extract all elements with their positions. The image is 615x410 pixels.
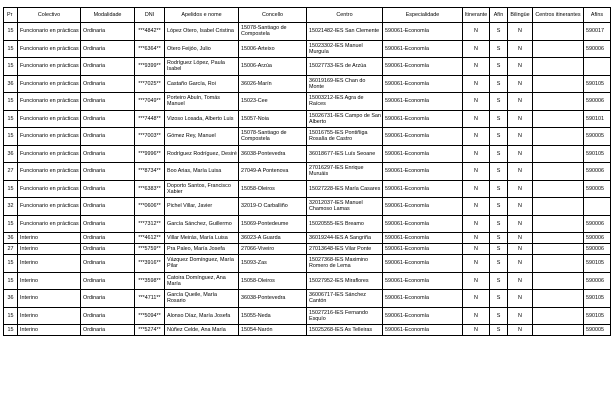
cell-modalidade: Ordinaria	[81, 233, 135, 244]
header-modalidade: Modalidade	[81, 8, 135, 23]
cell-pr: 15	[4, 307, 18, 325]
header-afins: Afíns	[584, 8, 611, 23]
cell-especialidade: 590061-Economía	[383, 325, 463, 336]
cell-concello: 15006-Arteixo	[239, 40, 307, 58]
cell-nome: García Sánchez, Guillermo	[165, 215, 239, 233]
cell-centro: 15027733-IES de Arzúa	[307, 58, 383, 76]
cell-centros-itinerantes	[533, 272, 584, 290]
table-row	[4, 325, 611, 336]
table-row	[4, 40, 611, 58]
cell-afins: 590017	[584, 23, 611, 41]
cell-dni: ***9399**	[135, 58, 165, 76]
cell-itinerante: N	[463, 180, 490, 198]
cell-bilingue: N	[508, 163, 533, 181]
table-row	[4, 272, 611, 290]
cell-especialidade: 590061-Economía	[383, 58, 463, 76]
cell-pr: 36	[4, 290, 18, 308]
cell-concello: 27066-Viveiro	[239, 244, 307, 255]
cell-concello: 36038-Pontevedra	[239, 290, 307, 308]
cell-modalidade: Ordinaria	[81, 93, 135, 111]
cell-centros-itinerantes	[533, 255, 584, 273]
cell-afin: S	[490, 198, 508, 216]
cell-itinerante: N	[463, 290, 490, 308]
cell-bilingue: N	[508, 233, 533, 244]
cell-especialidade: 590061-Economía	[383, 145, 463, 163]
cell-colectivo: Funcionario en prácticas	[18, 145, 81, 163]
cell-colectivo: Funcionario en prácticas	[18, 75, 81, 93]
cell-centro: 32012037-IES Manuel Chamoso Lamas	[307, 198, 383, 216]
cell-dni: ***7003**	[135, 128, 165, 146]
cell-afins: 590006	[584, 40, 611, 58]
cell-centro: 27016297-IES Enrique Muruáis	[307, 163, 383, 181]
cell-centro: 15026731-IES Campo de San Alberto	[307, 110, 383, 128]
table-row	[4, 180, 611, 198]
cell-colectivo: Interino	[18, 255, 81, 273]
table-row	[4, 255, 611, 273]
cell-afin: S	[490, 325, 508, 336]
cell-concello: 15057-Noia	[239, 110, 307, 128]
cell-nome: Vázquez Domínguez, María Pilar	[165, 255, 239, 273]
cell-colectivo: Funcionario en prácticas	[18, 128, 81, 146]
cell-itinerante: N	[463, 307, 490, 325]
cell-concello: 36038-Pontevedra	[239, 145, 307, 163]
cell-centros-itinerantes	[533, 198, 584, 216]
cell-afins: 590005	[584, 325, 611, 336]
cell-afins: 590101	[584, 110, 611, 128]
cell-concello: 36026-Marín	[239, 75, 307, 93]
header-dni: DNI	[135, 8, 165, 23]
cell-dni: ***4612**	[135, 233, 165, 244]
cell-especialidade: 590061-Economía	[383, 244, 463, 255]
cell-pr: 15	[4, 23, 18, 41]
cell-nome: López Otero, Isabel Cristina	[165, 23, 239, 41]
cell-modalidade: Ordinaria	[81, 145, 135, 163]
cell-concello: 15069-Pontedeume	[239, 215, 307, 233]
cell-afin: S	[490, 255, 508, 273]
cell-centros-itinerantes	[533, 23, 584, 41]
assignment-table	[3, 7, 611, 336]
cell-modalidade: Ordinaria	[81, 40, 135, 58]
cell-colectivo: Funcionario en prácticas	[18, 110, 81, 128]
cell-itinerante: N	[463, 23, 490, 41]
cell-afin: S	[490, 75, 508, 93]
table-row	[4, 163, 611, 181]
cell-colectivo: Interino	[18, 244, 81, 255]
cell-nome: Núñez Celde, Ana María	[165, 325, 239, 336]
cell-centro: 15027952-IES Miraflores	[307, 272, 383, 290]
cell-afins: 590005	[584, 180, 611, 198]
cell-itinerante: N	[463, 40, 490, 58]
table-row	[4, 58, 611, 76]
cell-centros-itinerantes	[533, 163, 584, 181]
cell-afins: 590105	[584, 145, 611, 163]
cell-bilingue: N	[508, 58, 533, 76]
cell-pr: 15	[4, 215, 18, 233]
cell-afins: 590105	[584, 255, 611, 273]
header-colectivo: Colectivo	[18, 8, 81, 23]
cell-afin: S	[490, 233, 508, 244]
cell-itinerante: N	[463, 325, 490, 336]
cell-centros-itinerantes	[533, 233, 584, 244]
cell-especialidade: 590061-Economía	[383, 233, 463, 244]
table-row	[4, 244, 611, 255]
cell-bilingue: N	[508, 93, 533, 111]
cell-modalidade: Ordinaria	[81, 58, 135, 76]
cell-bilingue: N	[508, 128, 533, 146]
cell-afins: 590105	[584, 307, 611, 325]
cell-centros-itinerantes	[533, 307, 584, 325]
cell-itinerante: N	[463, 163, 490, 181]
cell-modalidade: Ordinaria	[81, 163, 135, 181]
cell-centros-itinerantes	[533, 75, 584, 93]
cell-afins: 590006	[584, 93, 611, 111]
cell-itinerante: N	[463, 244, 490, 255]
cell-afin: S	[490, 93, 508, 111]
table-row	[4, 307, 611, 325]
cell-bilingue: N	[508, 75, 533, 93]
cell-afin: S	[490, 163, 508, 181]
cell-pr: 15	[4, 110, 18, 128]
cell-nome: Rodríguez Rodríguez, Desiré	[165, 145, 239, 163]
cell-centro: 15027368-IES Maximino Romero de Lema	[307, 255, 383, 273]
cell-itinerante: N	[463, 93, 490, 111]
cell-nome: Pichel Villar, Javier	[165, 198, 239, 216]
cell-centro: 36019169-IES Chan do Monte	[307, 75, 383, 93]
table-body	[4, 23, 611, 336]
cell-centros-itinerantes	[533, 244, 584, 255]
cell-bilingue: N	[508, 198, 533, 216]
header-centro: Centro	[307, 8, 383, 23]
cell-bilingue: N	[508, 244, 533, 255]
cell-dni: ***4842**	[135, 23, 165, 41]
cell-modalidade: Ordinaria	[81, 272, 135, 290]
cell-centro: 15020555-IES Breamo	[307, 215, 383, 233]
cell-colectivo: Interino	[18, 272, 81, 290]
cell-itinerante: N	[463, 128, 490, 146]
cell-colectivo: Funcionario en prácticas	[18, 180, 81, 198]
cell-nome: Villar Meirás, María Luisa	[165, 233, 239, 244]
header-nome: Apelidos e nome	[165, 8, 239, 23]
cell-especialidade: 590061-Economía	[383, 128, 463, 146]
cell-afins: 590006	[584, 244, 611, 255]
table-row	[4, 233, 611, 244]
table-row	[4, 215, 611, 233]
cell-itinerante: N	[463, 110, 490, 128]
cell-concello: 15058-Oleiros	[239, 272, 307, 290]
cell-especialidade: 590061-Economía	[383, 93, 463, 111]
cell-bilingue: N	[508, 110, 533, 128]
cell-nome: Alonso Díaz, María Josefa	[165, 307, 239, 325]
cell-colectivo: Interino	[18, 290, 81, 308]
cell-centro: 15016755-IES Pontiñiga Rosalía de Castro	[307, 128, 383, 146]
cell-centro: 15027216-IES Fernando Esquío	[307, 307, 383, 325]
cell-itinerante: N	[463, 272, 490, 290]
cell-centros-itinerantes	[533, 110, 584, 128]
cell-itinerante: N	[463, 58, 490, 76]
cell-especialidade: 590061-Economía	[383, 75, 463, 93]
cell-centros-itinerantes	[533, 215, 584, 233]
header-itinerante: Itinerante	[463, 8, 490, 23]
table-row	[4, 290, 611, 308]
cell-centro: 15023302-IES Manuel Murguía	[307, 40, 383, 58]
cell-itinerante: N	[463, 233, 490, 244]
cell-pr: 15	[4, 58, 18, 76]
cell-afin: S	[490, 307, 508, 325]
cell-colectivo: Funcionario en prácticas	[18, 40, 81, 58]
cell-pr: 36	[4, 145, 18, 163]
cell-bilingue: N	[508, 145, 533, 163]
cell-afin: S	[490, 128, 508, 146]
cell-concello: 15078-Santiago de Compostela	[239, 23, 307, 41]
cell-nome: Castaño García, Roi	[165, 75, 239, 93]
cell-dni: ***3598**	[135, 272, 165, 290]
cell-centro: 27013648-IES Vilar Ponte	[307, 244, 383, 255]
cell-afin: S	[490, 23, 508, 41]
cell-bilingue: N	[508, 307, 533, 325]
cell-nome: Otero Feijóo, Julio	[165, 40, 239, 58]
cell-concello: 32019-O Carballiño	[239, 198, 307, 216]
cell-pr: 32	[4, 198, 18, 216]
cell-afin: S	[490, 244, 508, 255]
cell-bilingue: N	[508, 325, 533, 336]
table-row	[4, 198, 611, 216]
cell-dni: ***0606**	[135, 198, 165, 216]
header-especialidade: Especialidade	[383, 8, 463, 23]
cell-afin: S	[490, 58, 508, 76]
cell-concello: 15093-Zas	[239, 255, 307, 273]
cell-dni: ***7312**	[135, 215, 165, 233]
cell-afin: S	[490, 110, 508, 128]
cell-modalidade: Ordinaria	[81, 75, 135, 93]
header-afin: Afín	[490, 8, 508, 23]
cell-nome: Boo Arias, María Luisa	[165, 163, 239, 181]
cell-dni: ***7049**	[135, 93, 165, 111]
table-row	[4, 23, 611, 41]
cell-pr: 15	[4, 40, 18, 58]
cell-centros-itinerantes	[533, 145, 584, 163]
table-row	[4, 128, 611, 146]
cell-concello: 36023-A Guarda	[239, 233, 307, 244]
cell-colectivo: Funcionario en prácticas	[18, 198, 81, 216]
cell-afin: S	[490, 145, 508, 163]
cell-afins: 590006	[584, 215, 611, 233]
cell-nome: Gómez Rey, Manuel	[165, 128, 239, 146]
cell-concello: 15078-Santiago de Compostela	[239, 128, 307, 146]
cell-especialidade: 590061-Economía	[383, 163, 463, 181]
cell-itinerante: N	[463, 255, 490, 273]
cell-dni: ***7448**	[135, 110, 165, 128]
cell-afins: 590105	[584, 290, 611, 308]
cell-colectivo: Interino	[18, 325, 81, 336]
cell-afins: 590005	[584, 128, 611, 146]
cell-nome: Doporto Santos, Francisco Xabier	[165, 180, 239, 198]
cell-modalidade: Ordinaria	[81, 128, 135, 146]
cell-concello: 15054-Narón	[239, 325, 307, 336]
cell-dni: ***9996**	[135, 145, 165, 163]
cell-modalidade: Ordinaria	[81, 290, 135, 308]
cell-centro: 15027228-IES María Casares	[307, 180, 383, 198]
cell-pr: 15	[4, 255, 18, 273]
cell-pr: 15	[4, 128, 18, 146]
cell-concello: 15006-Arzúa	[239, 58, 307, 76]
cell-colectivo: Funcionario en prácticas	[18, 58, 81, 76]
cell-afins: 590105	[584, 75, 611, 93]
cell-dni: ***4711**	[135, 290, 165, 308]
cell-nome: Rodríguez López, Paula Isabel	[165, 58, 239, 76]
header-centros-itinerantes: Centros itinerantes	[533, 8, 584, 23]
cell-especialidade: 590061-Economía	[383, 40, 463, 58]
cell-concello: 15055-Neda	[239, 307, 307, 325]
cell-modalidade: Ordinaria	[81, 255, 135, 273]
cell-itinerante: N	[463, 75, 490, 93]
cell-modalidade: Ordinaria	[81, 110, 135, 128]
cell-afin: S	[490, 40, 508, 58]
cell-dni: ***5094**	[135, 307, 165, 325]
assignment-table-wrapper	[3, 7, 611, 336]
cell-dni: ***6364**	[135, 40, 165, 58]
cell-afins	[584, 58, 611, 76]
cell-dni: ***6383**	[135, 180, 165, 198]
cell-centro: 36019244-IES A Sangriña	[307, 233, 383, 244]
cell-centros-itinerantes	[533, 58, 584, 76]
cell-centros-itinerantes	[533, 180, 584, 198]
cell-especialidade: 590061-Economía	[383, 180, 463, 198]
cell-centro: 36018677-IES Luís Seoane	[307, 145, 383, 163]
cell-afin: S	[490, 290, 508, 308]
cell-modalidade: Ordinaria	[81, 307, 135, 325]
cell-colectivo: Funcionario en prácticas	[18, 23, 81, 41]
table-row	[4, 93, 611, 111]
cell-dni: ***5759**	[135, 244, 165, 255]
cell-itinerante: N	[463, 215, 490, 233]
cell-bilingue: N	[508, 23, 533, 41]
cell-modalidade: Ordinaria	[81, 244, 135, 255]
cell-dni: ***8734**	[135, 163, 165, 181]
header-bilingue: Bilingüe	[508, 8, 533, 23]
cell-colectivo: Funcionario en prácticas	[18, 163, 81, 181]
cell-afins	[584, 198, 611, 216]
cell-nome: Pra Paleo, María Josefa	[165, 244, 239, 255]
cell-itinerante: N	[463, 145, 490, 163]
cell-modalidade: Ordinaria	[81, 325, 135, 336]
cell-especialidade: 590061-Economía	[383, 307, 463, 325]
cell-especialidade: 590061-Economía	[383, 110, 463, 128]
cell-centro: 15025268-IES As Telleiras	[307, 325, 383, 336]
cell-nome: Vizoso Losada, Alberto Luis	[165, 110, 239, 128]
cell-itinerante: N	[463, 198, 490, 216]
cell-pr: 27	[4, 163, 18, 181]
cell-afins: 590006	[584, 272, 611, 290]
cell-bilingue: N	[508, 40, 533, 58]
cell-concello: 15023-Cee	[239, 93, 307, 111]
table-header	[4, 8, 611, 23]
cell-pr: 27	[4, 244, 18, 255]
cell-dni: ***3916**	[135, 255, 165, 273]
cell-pr: 15	[4, 272, 18, 290]
cell-colectivo: Funcionario en prácticas	[18, 215, 81, 233]
cell-especialidade: 590061-Economía	[383, 255, 463, 273]
cell-afin: S	[490, 215, 508, 233]
cell-pr: 15	[4, 93, 18, 111]
cell-centro: 15021482-IES San Clemente	[307, 23, 383, 41]
header-pr: Pr	[4, 8, 18, 23]
table-row	[4, 110, 611, 128]
cell-concello: 15058-Oleiros	[239, 180, 307, 198]
cell-bilingue: N	[508, 180, 533, 198]
cell-nome: Catoira Domínguez, Ana María	[165, 272, 239, 290]
cell-nome: Porteiro Abuín, Tomás Manuel	[165, 93, 239, 111]
cell-especialidade: 590061-Economía	[383, 23, 463, 41]
cell-pr: 36	[4, 75, 18, 93]
cell-concello: 27049-A Pontenova	[239, 163, 307, 181]
cell-colectivo: Interino	[18, 307, 81, 325]
cell-dni: ***7025**	[135, 75, 165, 93]
cell-pr: 36	[4, 233, 18, 244]
cell-centros-itinerantes	[533, 40, 584, 58]
cell-centros-itinerantes	[533, 290, 584, 308]
cell-pr: 15	[4, 325, 18, 336]
cell-pr: 15	[4, 180, 18, 198]
cell-nome: García Queile, María Rosario	[165, 290, 239, 308]
cell-centros-itinerantes	[533, 325, 584, 336]
cell-especialidade: 590061-Economía	[383, 198, 463, 216]
cell-especialidade: 590061-Economía	[383, 290, 463, 308]
table-row	[4, 75, 611, 93]
cell-centros-itinerantes	[533, 128, 584, 146]
cell-colectivo: Interino	[18, 233, 81, 244]
cell-modalidade: Ordinaria	[81, 23, 135, 41]
table-row	[4, 145, 611, 163]
cell-afins: 590006	[584, 163, 611, 181]
cell-afins: 590006	[584, 233, 611, 244]
cell-dni: ***5274**	[135, 325, 165, 336]
cell-especialidade: 590061-Economía	[383, 215, 463, 233]
header-concello: Concello	[239, 8, 307, 23]
cell-especialidade: 590061-Economía	[383, 272, 463, 290]
cell-afin: S	[490, 272, 508, 290]
cell-bilingue: N	[508, 290, 533, 308]
cell-centros-itinerantes	[533, 93, 584, 111]
cell-modalidade: Ordinaria	[81, 215, 135, 233]
cell-modalidade: Ordinaria	[81, 198, 135, 216]
cell-modalidade: Ordinaria	[81, 180, 135, 198]
cell-bilingue: N	[508, 272, 533, 290]
cell-centro: 36006717-IES Sánchez Cantón	[307, 290, 383, 308]
cell-bilingue: N	[508, 215, 533, 233]
cell-bilingue: N	[508, 255, 533, 273]
cell-colectivo: Funcionario en prácticas	[18, 93, 81, 111]
cell-afin: S	[490, 180, 508, 198]
cell-centro: 15003212-IES Agra de Raíces	[307, 93, 383, 111]
